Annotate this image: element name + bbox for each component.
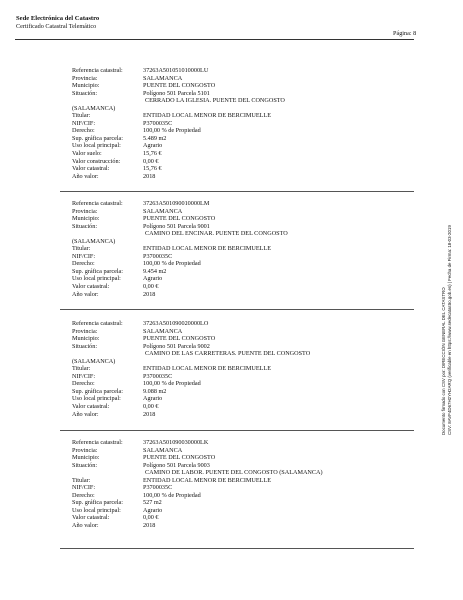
value-referencia: 37263A501090010000LM	[143, 200, 210, 207]
label-referencia: Referencia catastral:	[72, 320, 123, 327]
value-superficie: 9.454 m2	[143, 267, 167, 275]
label-situacion: Situación:	[72, 89, 98, 97]
field-derecho	[72, 492, 392, 500]
value-municipio: PUENTE DEL CONGOSTO	[143, 215, 216, 223]
value-titular: ENTIDAD LOCAL MENOR DE BERCIMUELLE	[143, 476, 271, 484]
page-number: Página: 8	[393, 30, 417, 37]
label-municipio: Municipio:	[72, 335, 100, 343]
value-titular: ENTIDAD LOCAL MENOR DE BERCIMUELLE	[143, 365, 271, 373]
field-situacion-line2	[72, 230, 392, 238]
field-derecho	[72, 127, 392, 135]
record-separator	[60, 309, 414, 310]
label-valor-catastral: Valor catastral:	[72, 283, 110, 291]
value-uso: Agrario	[143, 142, 163, 150]
label-uso: Uso local principal:	[72, 275, 121, 283]
label-municipio: Municipio:	[72, 454, 100, 462]
document-title: Sede Electrónica del Catastro	[16, 15, 100, 22]
field-municipio	[72, 215, 392, 223]
label-titular: Titular:	[72, 365, 91, 373]
label-situacion: Situación:	[72, 461, 98, 469]
field-anio	[72, 173, 392, 181]
value-derecho: 100,00 % de Propiedad	[143, 260, 201, 268]
label-uso: Uso local principal:	[72, 395, 121, 403]
value-situacion-line3: (SALAMANCA)	[72, 357, 116, 365]
field-uso	[72, 142, 392, 150]
label-valor-suelo: Valor suelo:	[72, 150, 102, 158]
value-valor-catastral: 0,00 €	[143, 283, 159, 291]
field-anio	[72, 522, 392, 530]
value-nif: P3700035C	[143, 372, 173, 380]
label-situacion: Situación:	[72, 342, 98, 350]
label-derecho: Derecho:	[72, 260, 95, 268]
field-titular	[72, 245, 392, 253]
field-superficie	[72, 268, 392, 276]
label-uso: Uso local principal:	[72, 142, 121, 150]
label-valor-catastral: Valor catastral:	[72, 514, 110, 522]
field-municipio	[72, 82, 392, 90]
record-separator	[60, 191, 414, 192]
value-nif: P3700035C	[143, 119, 173, 127]
field-anio	[72, 411, 392, 419]
value-anio: 2018	[143, 172, 156, 180]
label-nif: NIF/CIF:	[72, 484, 96, 492]
field-situacion	[72, 343, 392, 351]
label-provincia: Provincia:	[72, 446, 98, 454]
label-titular: Titular:	[72, 112, 91, 120]
field-valor-construccion	[72, 158, 392, 166]
label-derecho: Derecho:	[72, 380, 95, 388]
field-nif	[72, 120, 392, 128]
record-separator	[60, 430, 414, 431]
field-nif	[72, 253, 392, 261]
label-derecho: Derecho:	[72, 491, 95, 499]
field-situacion	[72, 90, 392, 98]
label-valor-catastral: Valor catastral:	[72, 403, 110, 411]
value-nif: P3700035C	[143, 252, 173, 260]
value-situacion-line3: (SALAMANCA)	[72, 104, 116, 112]
label-titular: Titular:	[72, 245, 91, 253]
label-situacion: Situación:	[72, 222, 98, 230]
header-rule	[15, 39, 414, 40]
field-referencia	[72, 67, 392, 75]
label-anio: Año valor:	[72, 522, 99, 530]
label-superficie: Sup. gráfica parcela:	[72, 387, 124, 395]
field-valor-catastral	[72, 403, 392, 411]
value-uso: Agrario	[143, 395, 163, 403]
field-situacion-line3	[72, 105, 392, 113]
label-anio: Año valor:	[72, 290, 99, 298]
label-provincia: Provincia:	[72, 207, 98, 215]
value-nif: P3700035C	[143, 484, 173, 492]
parcel-record-2	[72, 200, 392, 298]
field-referencia	[72, 439, 392, 447]
value-valor-catastral: 0,00 €	[143, 514, 159, 522]
value-valor-construccion: 0,00 €	[143, 157, 159, 165]
value-referencia: 37263A501090030000LK	[143, 439, 209, 446]
label-nif: NIF/CIF:	[72, 372, 96, 380]
value-situacion-line2: CAMINO DE LABOR. PUENTE DEL CONGOSTO (SALAMANCA)	[145, 469, 323, 477]
csv-signature-line1: Documento firmado con CSV por: DIRECCIÓN GENERAL DEL CATASTRO	[441, 287, 446, 435]
field-municipio	[72, 335, 392, 343]
value-derecho: 100,00 % de Propiedad	[143, 127, 201, 135]
field-situacion-line2	[72, 97, 392, 105]
value-provincia: SALAMANCA	[143, 327, 183, 335]
field-uso	[72, 395, 392, 403]
field-situacion-line2	[72, 350, 392, 358]
value-anio: 2018	[143, 410, 156, 418]
field-provincia	[72, 447, 392, 455]
label-referencia: Referencia catastral:	[72, 200, 123, 207]
label-derecho: Derecho:	[72, 127, 95, 135]
value-referencia: 37263A501051010000LU	[143, 67, 209, 74]
label-provincia: Provincia:	[72, 74, 98, 82]
field-derecho	[72, 380, 392, 388]
field-provincia	[72, 75, 392, 83]
label-superficie: Sup. gráfica parcela:	[72, 134, 124, 142]
value-situacion-line3: (SALAMANCA)	[72, 237, 116, 245]
value-situacion-line2: CERRADO LA IGLESIA. PUENTE DEL CONGOSTO	[145, 97, 285, 105]
value-titular: ENTIDAD LOCAL MENOR DE BERCIMUELLE	[143, 112, 271, 120]
csv-signature-line2: CSV: 8AVF4D67H2YH2ARQ (verificable en https://www.sedecatastro.gob.es) | Fecha de Firma: 18-03-2019	[447, 225, 453, 435]
field-valor-suelo	[72, 150, 392, 158]
label-anio: Año valor:	[72, 410, 99, 418]
field-nif	[72, 484, 392, 492]
label-provincia: Provincia:	[72, 327, 98, 335]
field-superficie	[72, 388, 392, 396]
field-situacion-line3	[72, 238, 392, 246]
field-valor-catastral	[72, 283, 392, 291]
field-superficie	[72, 135, 392, 143]
field-titular	[72, 477, 392, 485]
value-situacion: Polígono 501 Parcela 5101	[143, 89, 210, 97]
field-situacion-line2	[72, 469, 392, 477]
value-municipio: PUENTE DEL CONGOSTO	[143, 454, 216, 462]
value-situacion-line2: CAMINO DE LAS CARRETERAS. PUENTE DEL CONGOSTO	[145, 350, 311, 358]
value-titular: ENTIDAD LOCAL MENOR DE BERCIMUELLE	[143, 245, 271, 253]
document-subtitle: Certificado Catastral Telemático	[16, 22, 97, 30]
label-valor-catastral: Valor catastral:	[72, 165, 110, 173]
field-municipio	[72, 454, 392, 462]
field-situacion-line3	[72, 358, 392, 366]
field-referencia	[72, 200, 392, 208]
value-superficie: 527 m2	[143, 499, 162, 507]
field-referencia	[72, 320, 392, 328]
value-valor-catastral: 15,76 €	[143, 165, 162, 173]
field-nif	[72, 373, 392, 381]
value-anio: 2018	[143, 290, 156, 298]
value-municipio: PUENTE DEL CONGOSTO	[143, 82, 216, 90]
value-municipio: PUENTE DEL CONGOSTO	[143, 335, 216, 343]
parcel-record-1	[72, 67, 392, 180]
field-superficie	[72, 499, 392, 507]
value-derecho: 100,00 % de Propiedad	[143, 380, 201, 388]
value-anio: 2018	[143, 522, 156, 530]
value-referencia: 37263A501090020000LO	[143, 320, 209, 327]
value-derecho: 100,00 % de Propiedad	[143, 491, 201, 499]
field-titular	[72, 112, 392, 120]
label-superficie: Sup. gráfica parcela:	[72, 499, 124, 507]
field-uso	[72, 275, 392, 283]
value-situacion: Polígono 501 Parcela 9001	[143, 222, 210, 230]
label-referencia: Referencia catastral:	[72, 439, 123, 446]
field-valor-catastral	[72, 165, 392, 173]
parcel-record-4	[72, 439, 392, 530]
parcel-record-3	[72, 320, 392, 418]
value-valor-suelo: 15,76 €	[143, 150, 162, 158]
field-provincia	[72, 328, 392, 336]
value-uso: Agrario	[143, 275, 163, 283]
label-anio: Año valor:	[72, 172, 99, 180]
value-provincia: SALAMANCA	[143, 74, 183, 82]
field-situacion	[72, 462, 392, 470]
value-superficie: 5.489 m2	[143, 134, 167, 142]
value-uso: Agrario	[143, 506, 163, 514]
value-valor-catastral: 0,00 €	[143, 403, 159, 411]
label-municipio: Municipio:	[72, 215, 100, 223]
label-titular: Titular:	[72, 476, 91, 484]
label-valor-construccion: Valor construcción:	[72, 157, 121, 165]
label-nif: NIF/CIF:	[72, 252, 96, 260]
label-uso: Uso local principal:	[72, 506, 121, 514]
value-superficie: 9.088 m2	[143, 387, 167, 395]
csv-signature-sidebar	[441, 135, 459, 435]
value-situacion: Polígono 501 Parcela 9002	[143, 342, 210, 350]
field-uso	[72, 507, 392, 515]
label-superficie: Sup. gráfica parcela:	[72, 267, 124, 275]
label-referencia: Referencia catastral:	[72, 67, 123, 74]
value-provincia: SALAMANCA	[143, 207, 183, 215]
field-derecho	[72, 260, 392, 268]
record-separator	[60, 548, 414, 549]
field-anio	[72, 291, 392, 299]
field-titular	[72, 365, 392, 373]
label-nif: NIF/CIF:	[72, 119, 96, 127]
value-situacion: Polígono 501 Parcela 9003	[143, 461, 210, 469]
value-situacion-line2: CAMINO DEL ENCINAR. PUENTE DEL CONGOSTO	[145, 230, 288, 238]
field-situacion	[72, 223, 392, 231]
label-municipio: Municipio:	[72, 82, 100, 90]
field-provincia	[72, 208, 392, 216]
field-valor-catastral	[72, 514, 392, 522]
value-provincia: SALAMANCA	[143, 446, 183, 454]
